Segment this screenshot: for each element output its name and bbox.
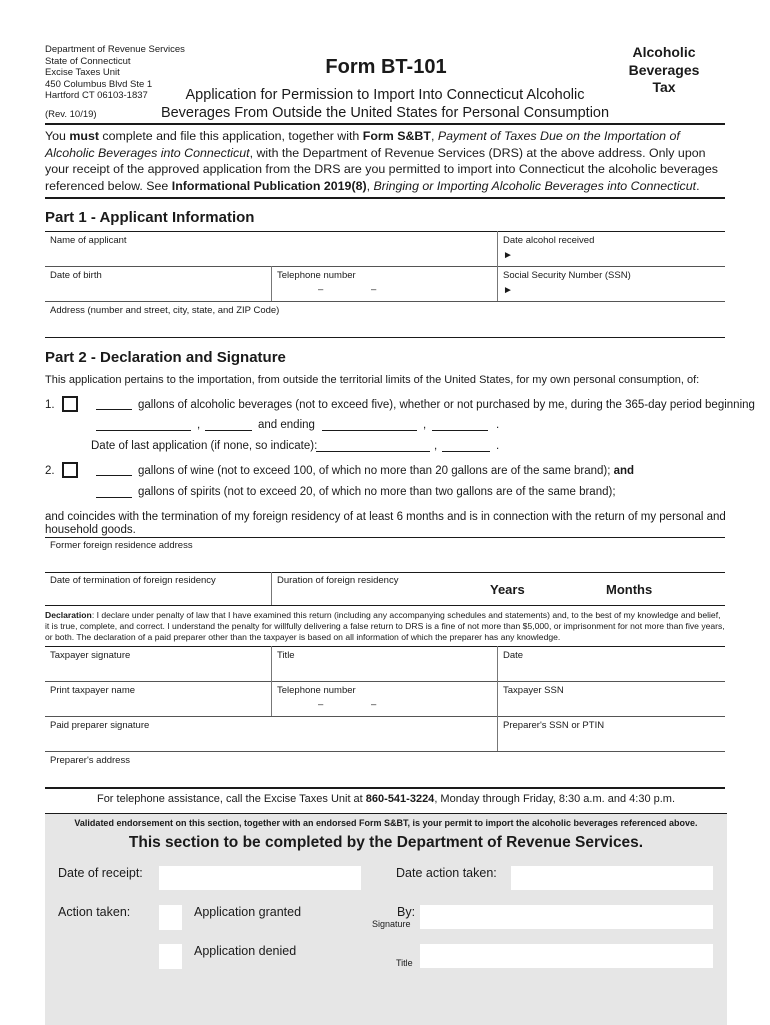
last-application-date-input[interactable]	[316, 441, 430, 452]
part2-bottom-rule	[45, 787, 725, 789]
intro-text: ,	[430, 129, 438, 143]
divider	[497, 231, 498, 266]
gallons-alcohol-input[interactable]	[96, 399, 132, 410]
phone-dash: –	[318, 284, 324, 295]
signature-label: Signature	[372, 919, 411, 929]
gallons-wine-input[interactable]	[96, 465, 132, 476]
period-begin-year-input[interactable]	[205, 420, 252, 431]
wine-and: and	[613, 465, 635, 477]
row-rule	[45, 301, 725, 302]
row-rule	[45, 266, 725, 267]
form-number: Form BT-101	[325, 56, 447, 78]
row-rule	[45, 537, 725, 538]
item1-text: gallons of alcoholic beverages (not to exceed five), whether or not purchased by me, during the 365-day period beginning	[138, 399, 755, 411]
part1-top-rule	[45, 231, 725, 232]
tax-type-line: Tax	[652, 79, 676, 95]
taxpayer-signature-field[interactable]: Taxpayer signature	[50, 650, 131, 661]
date-action-taken-input[interactable]	[511, 866, 713, 890]
row-rule	[45, 646, 725, 647]
wine-text-body: gallons of wine (not to exceed 100, of which no more than 20 gallons are of the same brand);	[138, 465, 611, 477]
ssn-field[interactable]: Social Security Number (SSN)	[503, 270, 631, 281]
spirits-text: gallons of spirits (not to exceed 20, of which no more than two gallons are of the same brand);	[138, 486, 616, 498]
gallons-spirits-input[interactable]	[96, 487, 132, 498]
phone-dash: –	[371, 284, 377, 295]
by-label: By:	[397, 905, 416, 919]
former-address-field[interactable]: Former foreign residence address	[50, 540, 193, 551]
declaration-body: : I declare under penalty of law that I have examined this return (including any accompanying schedules and statements) and, to the best of my knowledge and belief, it is true, complete, and correct. I understand the penalty for willfully delivering a false return to DRS is a fine of not more than $5,000, or imprisonment for not more than five years, or both. The declaration of a paid preparer other than the taxpayer is based on all information of which the preparer has any knowledge.	[45, 610, 725, 642]
row-rule	[45, 605, 725, 606]
application-granted-label: Application granted	[194, 905, 302, 919]
date-field[interactable]: Date	[503, 650, 524, 661]
divider	[497, 646, 498, 681]
agency-line: Hartford CT 06103-1837	[45, 90, 148, 101]
intro-text: complete and file this application, together with	[98, 129, 363, 143]
date-of-receipt-input[interactable]	[159, 866, 361, 890]
agency-line: 450 Columbus Blvd Ste 1	[45, 78, 153, 90]
row-rule	[45, 751, 725, 752]
years-label: Years	[490, 582, 525, 597]
tax-type-line: Beverages	[628, 61, 700, 78]
arrow-icon: ►	[503, 285, 513, 296]
application-granted-checkbox[interactable]	[159, 905, 182, 930]
intro-text: Payment of Taxes Due on the Importation of Alcoholic Beverages into Connecticut	[45, 129, 680, 160]
address-field[interactable]: Address (number and street, city, state, and ZIP Code)	[50, 305, 280, 316]
title-field[interactable]: Title	[277, 650, 295, 661]
comma: ,	[197, 419, 201, 431]
date-of-birth-field[interactable]: Date of birth	[50, 270, 102, 281]
pertains-statement: This application pertains to the importation, from outside the territorial limits of the United States, for my own personal consumption, of:	[45, 374, 700, 386]
period-end-year-input[interactable]	[432, 420, 488, 431]
drs-section-heading: This section to be completed by the Department of Revenue Services.	[128, 834, 644, 851]
application-denied-label: Application denied	[194, 944, 297, 958]
application-denied-checkbox[interactable]	[159, 944, 182, 969]
form-title-line: Application for Permission to Import Into Connecticut Alcoholic	[185, 87, 585, 103]
taxpayer-telephone-field[interactable]: Telephone number	[277, 685, 356, 696]
drs-signature-input[interactable]	[420, 905, 713, 929]
divider	[497, 716, 498, 751]
row-rule	[45, 572, 725, 573]
termination-date-field[interactable]: Date of termination of foreign residency	[50, 575, 216, 586]
phone-dash: –	[318, 699, 324, 710]
row-rule	[45, 681, 725, 682]
arrow-icon: ►	[503, 250, 513, 261]
period: .	[496, 440, 500, 452]
intro-text: , with the Department of Revenue Services (DRS) at the above address. Only upon your receipt of the approved application from the DRS are you permitted to import into Connecticut the alcoholic beverages referenced below. See	[45, 145, 718, 193]
item-number: 1.	[45, 399, 55, 411]
instructions-paragraph	[45, 128, 727, 194]
preparer-ssn-field[interactable]: Preparer's SSN or PTIN	[503, 720, 605, 731]
agency-line: Excise Taxes Unit	[45, 67, 120, 78]
taxpayer-ssn-field[interactable]: Taxpayer SSN	[503, 685, 564, 696]
last-application-year-input[interactable]	[442, 441, 490, 452]
period-end-month-day-input[interactable]	[322, 420, 417, 431]
period: .	[496, 419, 500, 431]
phone-dash: –	[371, 699, 377, 710]
and-ending-label: and ending	[258, 419, 315, 431]
date-action-taken-label: Date action taken:	[396, 866, 497, 880]
title-label: Title	[396, 958, 413, 968]
telephone-number-field[interactable]: Telephone number	[277, 270, 356, 281]
part2-heading: Part 2 - Declaration and Signature	[45, 349, 286, 366]
divider	[497, 681, 498, 716]
declaration-text	[45, 610, 727, 643]
divider	[271, 266, 272, 301]
assist-text: For telephone assistance, call the Excise Taxes Unit at	[96, 793, 366, 805]
wine-text	[138, 465, 634, 477]
divider	[271, 572, 272, 605]
divider	[271, 681, 272, 716]
name-of-applicant-field[interactable]: Name of applicant	[50, 235, 127, 246]
tax-type-line: Alcoholic	[632, 44, 696, 60]
assist-phone: 860-541-3224	[365, 793, 435, 805]
divider	[271, 646, 272, 681]
tax-type	[622, 44, 706, 97]
item2-checkbox[interactable]	[62, 462, 78, 478]
print-name-field[interactable]: Print taxpayer name	[50, 685, 136, 696]
part1-bottom-rule	[45, 337, 725, 338]
period-begin-month-day-input[interactable]	[96, 420, 191, 431]
intro-text: You	[45, 129, 70, 143]
intro-text: Bringing or Importing Alcoholic Beverages into Connecticut	[373, 178, 697, 193]
date-of-receipt-label: Date of receipt:	[58, 866, 143, 880]
action-taken-label: Action taken:	[58, 905, 131, 919]
form-title-line: Beverages From Outside the United States for Personal Consumption	[160, 105, 610, 121]
agency-line: State of Connecticut	[45, 55, 131, 67]
intro-text: .	[696, 178, 700, 193]
divider	[497, 266, 498, 301]
last-application-label: Date of last application (if none, so indicate):	[91, 440, 318, 452]
intro-text: Form S&BT	[362, 129, 431, 143]
comma: ,	[434, 440, 438, 452]
revision-date: (Rev. 10/19)	[45, 108, 97, 120]
date-alcohol-received-field[interactable]: Date alcohol received	[503, 235, 595, 246]
form-title	[150, 86, 620, 122]
drs-title-input[interactable]	[420, 944, 713, 968]
item1-checkbox[interactable]	[62, 396, 78, 412]
endorsement-notice: Validated endorsement on this section, together with an endorsed Form S&BT, is your permit to import the alcoholic beverages referenced above.	[74, 818, 698, 828]
coincides-statement: and coincides with the termination of my foreign residency of at least 6 months and is in connection with the return of my personal and household goods.	[45, 511, 726, 536]
intro-text: Informational Publication 2019(8)	[171, 178, 367, 193]
declaration-heading: Declaration	[45, 610, 92, 620]
item-number: 2.	[45, 465, 55, 477]
header-divider	[45, 123, 725, 125]
preparer-signature-field[interactable]: Paid preparer signature	[50, 720, 150, 731]
agency-line: Department of Revenue Services	[45, 44, 185, 55]
preparer-address-field[interactable]: Preparer's address	[50, 755, 130, 766]
comma: ,	[423, 419, 427, 431]
duration-field[interactable]: Duration of foreign residency	[277, 575, 399, 586]
row-rule	[45, 716, 725, 717]
telephone-assistance	[45, 793, 727, 805]
intro-divider	[45, 197, 725, 199]
part1-heading: Part 1 - Applicant Information	[45, 209, 255, 226]
intro-text: ,	[366, 178, 374, 193]
intro-text: must	[69, 129, 99, 143]
assist-text: , Monday through Friday, 8:30 a.m. and 4:30 p.m.	[434, 793, 676, 805]
months-label: Months	[606, 582, 653, 597]
